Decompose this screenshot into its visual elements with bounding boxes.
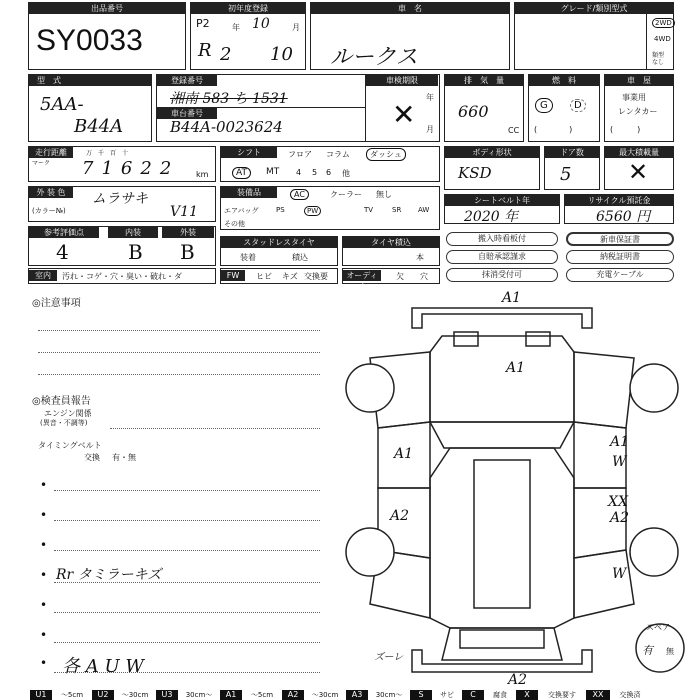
shift-column: コラム [326,150,350,159]
rear-window [460,630,544,648]
chassis-value: B44A-0023624 [170,118,283,136]
damage-mark: W [612,454,627,470]
fw-opt1: ヒビ [256,272,272,281]
interior-value: 汚れ・コゲ・穴・臭い・破れ・ダ [62,272,182,281]
mileage-digit: 7 [82,158,94,179]
color-code: V11 [170,204,198,220]
cabin [430,448,574,628]
equipment-none: 無し [376,190,392,199]
fuel-paren: ( ) [534,125,573,134]
first-reg-prefix: P2 [196,17,210,30]
first-reg-year-unit: 年 [232,23,240,32]
legend-value: 腐食 [493,691,507,699]
inspector-line [54,550,320,551]
car-damage-diagram [330,288,700,688]
equipment-cooler: クーラー [330,190,362,199]
doc-charge-cable: 充電ケーブル [566,268,674,282]
tire-load-label: タイヤ積込 [343,237,439,248]
damage-mark: A1 [502,290,522,306]
inspection-cross-mark: ✕ [392,98,416,131]
legend-value: 30cm～ [375,691,403,699]
legend-value: ～5cm [250,691,274,699]
shift-gear-6: 6 [326,168,332,177]
first-reg-month: 10 [270,44,293,65]
legend-key: A3 [346,690,368,700]
shift-gear-5: 5 [312,168,318,177]
grades-ext-label: 外装 [162,227,214,238]
category-opt2: レンタカー [618,107,658,116]
interior-label: 室内 [29,270,57,281]
equipment-other: その他 [224,220,245,228]
displacement-unit: CC [508,126,520,135]
seatbelt-value: 2020 年 [464,209,519,225]
mileage-digit: 1 [101,158,113,179]
inspector-timing: タイミングベルト [38,441,102,450]
grade-none: 類型なし [652,52,665,66]
bullet: • [40,538,48,552]
grade-4wd: 4WD [654,35,671,43]
bullet: • [40,628,48,642]
wheel-front-left [346,364,394,412]
spare-label: スペア [646,623,670,632]
shift-at: AT [232,167,251,179]
doc-signboard: 搬入時看板付 [446,232,558,246]
right-front-fender [574,352,634,428]
grade-label: グレード/類別型式 [515,3,673,14]
inspector-line [110,428,320,429]
recycle-value: 6560 円 [596,209,651,225]
audio-label: オーディオ [343,270,381,281]
notes-line [38,330,320,331]
model-value-1: 5AA- [40,94,84,115]
first-reg-label: 初年度登録 [191,3,305,14]
inspection-month-unit: 月 [426,125,434,134]
first-reg-month-unit: 月 [292,23,300,32]
grades-ext-value: B [180,240,195,264]
notes-line [38,374,320,375]
doc-tax: 納税証明書 [566,250,674,264]
notes-title: ◎注意事項 [32,298,81,309]
displacement-label: 排 気 量 [445,75,523,86]
category-opt1: 事業用 [622,93,646,102]
legend-key: U3 [156,690,178,700]
seatbelt-label: シートベルト年 [445,195,559,206]
shift-gear-other: 他 [342,169,350,178]
mileage-digits [82,158,171,179]
equipment-sr: SR [392,206,402,214]
model-label: 型 式 [29,75,151,86]
lot-number: SY0033 [36,24,143,57]
damage-mark: A1 [610,434,630,450]
category-paren: ( ) [610,125,641,134]
equipment-tv: TV [364,206,374,214]
legend-key: U1 [30,690,52,700]
inspector-title: ◎検査員報告 [32,396,91,407]
equipment-ps: PS [276,206,285,214]
car-name-value: ルークス [330,45,418,70]
doc-warranty: 新車保証書 [566,232,674,246]
legend-value: 交換済 [619,691,641,699]
inspector-exchange: 交換 [84,453,100,462]
studless-opt2: 積込 [292,253,308,262]
shift-mt: MT [266,167,280,177]
inspector-engine-sub: (異音・不調等) [40,419,88,427]
damage-mark: W [612,566,627,582]
equipment-aw: AW [418,206,430,214]
mileage-head: 万 千 百 十 [86,150,129,157]
doc-insurance: 自賠承認謹求 [446,250,558,264]
damage-mark: A2 [508,672,528,688]
equipment-pw: PW [304,206,321,216]
inspector-line [54,612,320,613]
wheel-rear-right [630,528,678,576]
bullet: • [40,478,48,492]
damage-mark: A2 [390,508,410,524]
mileage-digit: 2 [159,158,172,179]
inspector-exchange-val: 有・無 [112,453,136,462]
spare-opt: 無 [666,647,674,656]
mileage-label: 走行距離 [29,147,73,158]
car-name-label: 車 名 [311,3,509,14]
first-reg-year: 2 [220,44,232,65]
fuel-label: 燃 料 [529,75,599,86]
grades-int-value: B [128,240,143,264]
wheel-rear-left [346,528,394,576]
doors-label: ドア数 [545,147,599,158]
color-sub: (カラー№) [32,207,66,215]
doors-value: 5 [560,164,572,185]
inspection-label: 車検期限 [366,75,438,86]
legend-key: A1 [220,690,242,700]
fw-opt3: 交換要 [304,272,328,281]
inspector-line [54,490,320,491]
bullet: • [40,568,48,582]
grade-divider [646,14,647,70]
inspector-line [54,642,320,643]
grades-int-label: 内装 [108,227,158,238]
headlight-left [454,332,478,346]
equipment-label: 装備品 [221,187,277,198]
mileage-digit: 6 [120,158,133,179]
legend-value: ～30cm [311,691,339,699]
audio-opt2: 穴 [420,272,428,281]
shift-floor: フロア [288,150,312,159]
inspector-line [54,520,320,521]
legend-key: XX [586,690,610,700]
inspection-year-unit: 年 [426,93,434,102]
tire-load-unit: 本 [416,253,424,262]
chassis-label: 車台番号 [157,108,217,119]
bullet: • [40,508,48,522]
inspection-divider [365,75,366,141]
legend-value: サビ [440,691,454,699]
inspector-line2: 各 A U W [62,656,144,677]
studless-opt1: 装着 [240,253,256,262]
body-label: ボディ形状 [445,147,539,158]
lot-label: 出品番号 [29,3,185,14]
body-value: KSD [458,164,492,182]
legend-key: X [516,690,538,700]
color-value: ムラサキ [92,191,148,207]
fw-label: FW [221,270,245,281]
legend-value: ～5cm [60,691,84,699]
notes-line [38,352,320,353]
damage-mark: A1 [394,446,414,462]
shift-gear-4: 4 [296,168,302,177]
grades-value: 4 [56,240,69,264]
doc-deregistration: 抹消受付可 [446,268,558,282]
capacity-cross-mark: ✕ [628,158,649,186]
inspector-engine: エンジン関係 [44,409,92,418]
recycle-label: リサイクル預託金 [565,195,673,206]
category-label: 車 屋 [605,75,673,86]
color-label: 外 装 色 [29,187,73,198]
legend-key: A2 [282,690,304,700]
rear-bumper [412,650,592,672]
legend-value: 30cm～ [185,691,213,699]
chassis-divider [157,107,365,108]
first-reg-era: R [198,40,212,61]
studless-label: スタッドレスタイヤ [221,237,337,248]
grades-label: 参考評価点 [29,227,99,238]
legend-value: ～30cm [121,691,149,699]
capacity-label: 最大積載量 [605,147,673,158]
sill-mark: ズーレ [374,652,404,663]
registration-value: 湘南 583 ち 1531 [170,91,288,107]
equipment-airbag: エアバッグ [224,207,259,215]
mileage-sub: マーク [32,160,51,167]
damage-mark: XX [608,494,628,510]
fuel-g: G [535,98,553,113]
legend-key: S [410,690,432,700]
mileage-unit: km [196,170,209,179]
fuel-d: D [570,99,586,112]
windshield [430,422,574,448]
displacement-value: 660 [458,102,489,121]
legend-key: U2 [92,690,114,700]
damage-mark: A1 [506,360,526,376]
legend-key: C [462,690,484,700]
grade-2wd: 2WD [652,18,675,28]
damage-mark: A2 [610,510,630,526]
equipment-ac: AC [290,189,309,200]
hood [430,336,574,422]
audio-opt1: 欠 [396,272,404,281]
mileage-digit: 2 [140,158,152,179]
registration-label: 登録番号 [157,75,217,86]
right-rear-fender [574,550,634,618]
legend-value: 交換要す [548,691,576,699]
spare-value: 有 [642,644,653,657]
shift-dash: ダッシュ [366,148,406,161]
inspector-line [54,582,320,583]
model-value-2: B44A [74,116,124,137]
inspector-line1: Rr タミラーキズ [56,567,162,583]
fw-opt2: キズ [282,272,298,281]
bullet: • [40,598,48,612]
shift-label: シフト [221,147,277,158]
roof [474,460,530,608]
wheel-front-right [630,364,678,412]
headlight-right [526,332,550,346]
front-bumper [412,308,592,328]
first-reg-month-top: 10 [252,16,270,32]
inspector-line [54,672,320,673]
bullet: • [40,656,48,670]
